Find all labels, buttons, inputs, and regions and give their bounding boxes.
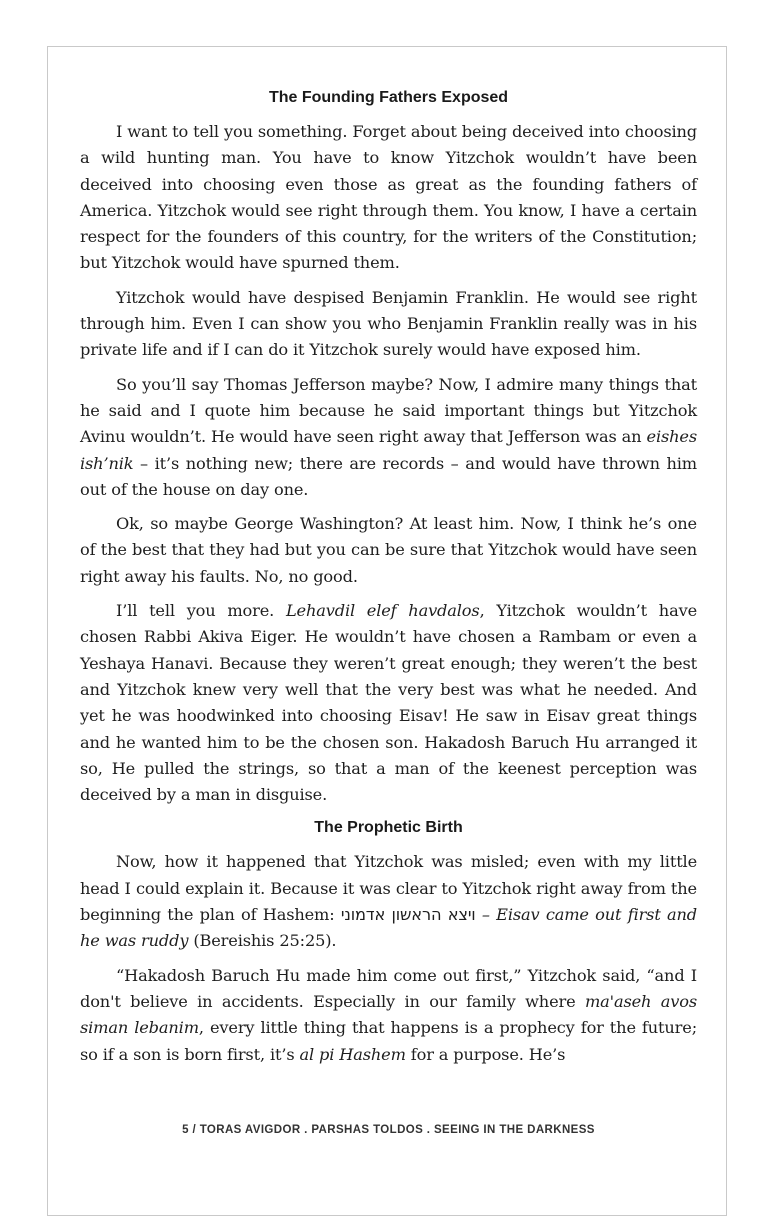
paragraph: Ok, so maybe George Washington? At least him. Now, I think he’s one of the best that they had but you can be sure that Yitzchok would have seen right away his faults. No, no good. xyxy=(80,514,697,586)
text-span: , Yitzchok wouldn’t have chosen Rabbi Akiva Eiger. He wouldn’t have chosen a Rambam or even a Yeshaya Hanavi. Because they weren’t great enough; they weren’t the best and Yitzchok knew very well that the very best was what he needed. And yet he was hoodwinked into choosing Eisav! He saw in Eisav great things and he wanted him to be the chosen son. Hakadosh Baruch Hu arranged it so, He pulled the strings, so that a man of the keenest perception was deceived by a man in disguise. xyxy=(80,601,697,805)
paragraph: I want to tell you something. Forget about being deceived into choosing a wild hunting man. You have to know Yitzchok wouldn’t have been deceived into choosing even those as great as the founding fathers of America. Yitzchok would see right through them. You know, I have a certain respect for the founders of this country, for the writers of the Constitution; but Yitzchok would have spurned them. xyxy=(80,122,697,273)
paragraph xyxy=(80,849,697,954)
italic-term: al pi Hashem xyxy=(299,1044,406,1064)
text-span: So you’ll say Thomas Jefferson maybe? Now, I admire many things that he said and I quote him because he said important things but Yitzchok Avinu wouldn’t. He would have seen right away that Jefferson was an xyxy=(80,374,697,447)
paragraph xyxy=(80,598,697,808)
italic-term: eishes ish’nik xyxy=(80,427,697,473)
text-span: , every little thing that happens is a prophecy for the future; so if a son is born first, it’s xyxy=(80,1018,698,1064)
paragraph xyxy=(80,963,697,1068)
text-span: “Hakadosh Baruch Hu made him come out first,” Yitzchok said, “and I don't believe in accidents. Especially in our family where xyxy=(80,965,697,1011)
text-span: I’ll tell you more. xyxy=(116,601,286,621)
section-heading-founding-fathers: The Founding Fathers Exposed xyxy=(268,89,509,106)
text-span: for a purpose. He’s xyxy=(405,1044,566,1064)
page-footer: 5 / TORAS AVIGDOR . PARSHAS TOLDOS . SEEING IN THE DARKNESS xyxy=(182,1124,595,1136)
article-body xyxy=(80,84,697,1076)
text-span: Now, how it happened that Yitzchok was misled; even with my little head I could explain it. Because it was clear to Yitzchok right away from the beginning the plan of Hashem: xyxy=(80,852,697,925)
text-span: (Bereishis 25:25). xyxy=(188,931,337,951)
paragraph: Yitzchok would have despised Benjamin Franklin. He would see right through him. Even I can show you who Benjamin Franklin really was in his private life and if I can do it Yitzchok surely would have exposed him. xyxy=(80,287,697,360)
italic-translation: – Eisav came out first and he was ruddy xyxy=(80,905,697,951)
section-heading-prophetic-birth: The Prophetic Birth xyxy=(314,819,463,837)
italic-term: Lehavdil elef havdalos xyxy=(285,601,480,621)
text-span: – it’s nothing new; there are records – and would have thrown him out of the house on day one. xyxy=(80,453,697,499)
hebrew-quote: ויצא הראשון אדמוני xyxy=(340,905,476,925)
italic-term: ma'aseh avos siman lebanim xyxy=(80,991,698,1038)
paragraph xyxy=(80,372,697,503)
